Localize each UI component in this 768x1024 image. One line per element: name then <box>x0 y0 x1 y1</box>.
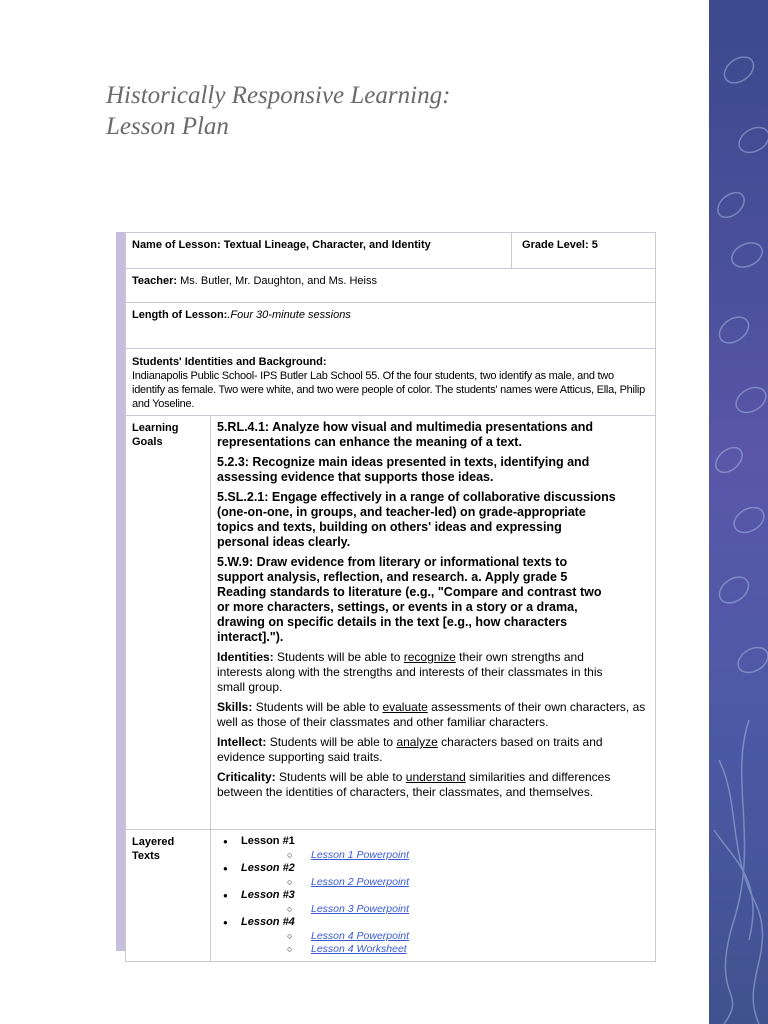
leaf-pattern-icon <box>709 0 768 1024</box>
criticality-goal <box>217 770 617 800</box>
lesson-item-label: Lesson #1 <box>241 835 295 847</box>
intellect-verb: analyze <box>396 735 438 749</box>
grade-level-value: 5 <box>591 239 598 251</box>
learning-goals-row <box>126 416 656 830</box>
students-label: Students' Identities and Background: <box>132 356 327 368</box>
decorative-side-band <box>709 0 768 1024</box>
title-line-2: Lesson Plan <box>106 113 229 140</box>
lesson-link-item <box>241 849 649 863</box>
identities-goal <box>217 650 609 695</box>
identities-verb: recognize <box>403 650 456 664</box>
lesson-item-label: Lesson #2 <box>241 862 295 874</box>
layered-texts-label: Layered Texts <box>132 836 175 862</box>
title-line-1: Historically Responsive Learning: <box>106 82 451 109</box>
skills-verb: evaluate <box>382 700 428 714</box>
teacher-row <box>126 269 656 303</box>
lesson-item-label: Lesson #3 <box>241 889 295 901</box>
length-value: .Four 30-minute sessions <box>227 309 351 321</box>
identities-pre: Students will be able to <box>277 650 404 664</box>
students-row <box>126 349 656 416</box>
lesson-name-value: Textual Lineage, Character, and Identity <box>223 239 431 251</box>
teacher-value: Ms. Butler, Mr. Daughton, and Ms. Heiss <box>180 275 377 287</box>
lesson-4-powerpoint-link[interactable]: Lesson 4 Powerpoint <box>311 929 410 942</box>
criticality-post: similarities and differences between the identities of characters, their classmates, and themselves. <box>217 770 611 799</box>
intellect-pre: Students will be able to <box>269 735 397 749</box>
length-label: Length of Lesson: <box>132 309 228 321</box>
lesson-1-powerpoint-link[interactable]: Lesson 1 Powerpoint <box>311 848 410 861</box>
lesson-link-item <box>241 943 649 957</box>
lesson-link-item <box>241 876 649 890</box>
skills-label: Skills: <box>217 700 253 714</box>
lesson-item <box>219 835 649 862</box>
teacher-label: Teacher: <box>132 275 178 287</box>
lesson-item <box>219 889 649 916</box>
criticality-pre: Students will be able to <box>279 770 406 784</box>
lesson-name-label: Name of Lesson: <box>132 239 221 251</box>
criticality-label: Criticality: <box>217 770 276 784</box>
lesson-2-powerpoint-link[interactable]: Lesson 2 Powerpoint <box>311 875 410 888</box>
intellect-goal <box>217 735 637 765</box>
lesson-item <box>219 916 649 957</box>
lesson-3-powerpoint-link[interactable]: Lesson 3 Powerpoint <box>311 902 410 915</box>
identities-post: their own strengths and interests along with the strengths and interests of their classmates in this small group. <box>217 650 603 694</box>
lesson-4-worksheet-link[interactable]: Lesson 4 Worksheet <box>311 943 407 955</box>
skills-post: assessments of their own characters, as well as those of their classmates and other familiar characters. <box>217 700 646 729</box>
identities-label: Identities: <box>217 650 274 664</box>
skills-pre: Students will be able to <box>255 700 383 714</box>
intellect-label: Intellect: <box>217 735 267 749</box>
layered-texts-row <box>126 830 656 962</box>
lesson-item <box>219 862 649 889</box>
grade-level-label: Grade Level: <box>522 239 589 251</box>
standard-5w9: 5.W.9: Draw evidence from literary or informational texts to support analysis, reflection, and research. a. Apply grade 5 Reading standards to literature (e.g., "Compare and contrast two or more characters, settings, or events in a story or a drama, drawing on specific details in the text [e.g., how characters interact]."). <box>217 555 602 644</box>
standard-523: 5.2.3: Recognize main ideas presented in texts, identifying and assessing evidence that supports those ideas. <box>217 455 590 484</box>
lesson-link-item <box>241 903 649 917</box>
lesson-name-row <box>126 233 656 269</box>
table-accent-bar <box>116 232 125 951</box>
lesson-item-label: Lesson #4 <box>241 916 295 928</box>
standard-5sl21: 5.SL.2.1: Engage effectively in a range of collaborative discussions (one-on-one, in groups, and teacher-led) on grade-appropriate topics and texts, building on others' ideas and expressing personal ideas clearly. <box>217 490 616 549</box>
skills-goal <box>217 700 657 730</box>
document-title <box>106 80 450 142</box>
lesson-plan-table <box>125 232 656 962</box>
lesson-link-item <box>241 930 649 944</box>
learning-goals-label: Learning Goals <box>132 422 179 448</box>
length-row <box>126 303 656 349</box>
standard-5rl41: 5.RL.4.1: Analyze how visual and multimedia presentations and representations can enhance the meaning of a text. <box>217 420 594 449</box>
intellect-post: characters based on traits and evidence supporting said traits. <box>217 735 603 764</box>
students-value: Indianapolis Public School- IPS Butler Lab School 55. Of the four students, two identify as male, and two identify as female. Two were white, and two were people of color. The students' names were Atticus, Ella, Philip and Yoseline. <box>132 370 645 410</box>
lesson-list <box>219 835 649 957</box>
criticality-verb: understand <box>405 770 466 784</box>
